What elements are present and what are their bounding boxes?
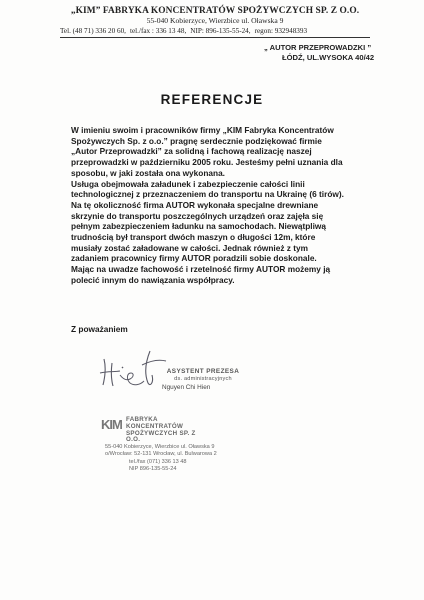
signer-title: ASYSTENT PREZESA [166, 368, 240, 375]
company-nip: NIP: 896-135-55-24, [190, 27, 251, 35]
body-line: sposobu, w jaki została ona wykonana. [71, 167, 225, 178]
body-line: polecić innym do nawiązania współpracy. [71, 274, 235, 285]
signer-subtitle: ds. administracyjnych [174, 375, 232, 382]
company-phone: Tel. (48 71) 336 20 60, [60, 27, 126, 35]
body-line: skrzynie do transportu poszczególnych urządzeń oraz zajęła się [71, 210, 324, 221]
letter-body [71, 125, 371, 286]
kim-logo-icon [101, 417, 123, 431]
body-line: zadaniem pracownicy firmy AUTOR poradzili sobie doskonale. [71, 253, 317, 264]
company-name: „KIM” FABRYKA KONCENTRATÓW SPOŻYWCZYCH SP. Z O.O. [70, 6, 360, 16]
signer-name: Nguyen Chi Hien [162, 384, 211, 391]
stamp-address: 55-040 Kobierzyce, Wierzbice ul. Oławska 9 [105, 444, 215, 451]
body-line: „Autor Przeprowadzki” za solidną i fachową realizację naszej [71, 146, 312, 157]
body-line: pełnym zabezpieczeniem ładunku na samochodach. Niewątpliwą [71, 221, 326, 232]
body-line: Spożywczych Sp. z o.o.” pragnę serdecznie podziękować firmie [71, 135, 322, 146]
body-line: Usługa obejmowała załadunek i zabezpieczenie całości linii [71, 178, 305, 189]
stamp-company-name: FABRYKA KONCENTRATÓW SPOŻYWCZYCH SP. Z O.O. [126, 416, 196, 444]
stamp-phone: tel./fax (071) 336 13 48 [129, 458, 187, 465]
document-title: REFERENCJE [160, 92, 264, 107]
body-line: trudnością był transport dwóch maszyn o długości 12m, które [71, 232, 316, 243]
stamp-branch-address: o/Wrocław: 52-131 Wrocław, ul. Bulwarowa 2 [105, 451, 217, 458]
letterhead [60, 6, 370, 38]
svg-text:KIM: KIM [101, 417, 122, 431]
body-line: przeprowadzki w październiku 2005 roku. Jesteśmy pełni uznania dla [71, 157, 343, 168]
body-line: technologicznej z przeznaczeniem do transportu na Ukrainę (6 tirów). [71, 189, 344, 200]
recipient-address: ŁÓDŹ, UL.WYSOKA 40/42 [282, 53, 375, 62]
company-stamp [101, 416, 217, 473]
company-regon: regon: 932948393 [254, 27, 308, 35]
signer-stamp [153, 368, 253, 383]
recipient-block [258, 43, 408, 63]
body-line: Na tę okoliczność firma AUTOR wykonała specjalne drewniane [71, 199, 319, 210]
company-contacts [60, 26, 370, 38]
body-line: W imieniu swoim i pracowników firmy „KIM Fabryka Koncentratów [71, 125, 334, 135]
stamp-details [105, 444, 217, 473]
stamp-nip: NIP 896-135-55-24 [129, 465, 177, 472]
company-fax: tel./fax : 336 13 48, [129, 27, 187, 35]
closing-salutation: Z poważaniem [71, 324, 128, 334]
recipient-name: „ AUTOR PRZEPROWADZKI ” [264, 43, 372, 52]
body-line: Mając na uwadze fachowość i rzetelność firmy AUTOR możemy ją [71, 264, 331, 275]
stamp-header [101, 417, 211, 444]
company-address: 55-040 Kobierzyce, Wierzbice ul. Oławska 9 [146, 16, 284, 25]
body-line: musiały zostać załadowane w całości. Jednak również z tym [71, 242, 309, 253]
